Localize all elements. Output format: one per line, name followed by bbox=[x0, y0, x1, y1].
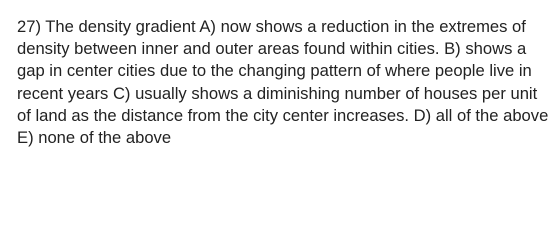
option-a-letter: A) bbox=[199, 17, 216, 36]
option-a-text: now shows a reduction in the extremes of density between inner and outer areas found within cities. bbox=[17, 17, 526, 59]
option-d-text: all of the above bbox=[435, 105, 549, 125]
question-stem: The density gradient bbox=[45, 17, 196, 36]
option-d-letter: D) bbox=[413, 105, 432, 125]
question-number: 27) bbox=[17, 17, 41, 36]
option-c-letter: C) bbox=[112, 83, 131, 103]
option-e-text: none of the above bbox=[38, 128, 172, 148]
option-c-text: usually shows a diminishing number of houses per unit of land as the distance from the city center increases. bbox=[17, 83, 538, 125]
option-b-text: shows a gap in center cities due to the changing pattern of where people live in recent years bbox=[17, 39, 532, 103]
option-e-letter: E) bbox=[17, 128, 34, 148]
question-text bbox=[17, 16, 549, 149]
option-b-letter: B) bbox=[444, 39, 461, 59]
